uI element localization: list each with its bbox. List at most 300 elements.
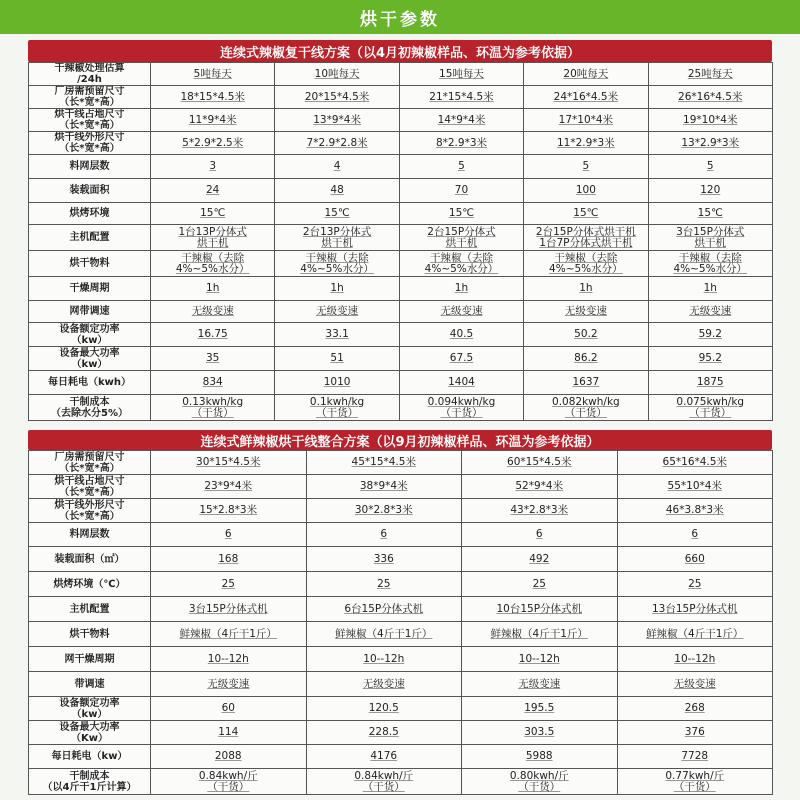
table-row <box>29 647 773 672</box>
table-cell <box>306 499 462 523</box>
table-cell <box>151 371 275 395</box>
table-cell <box>275 277 399 301</box>
row-label-line: 设备额定功率 <box>59 323 120 335</box>
cell-text: 660 <box>684 552 705 565</box>
table-row <box>29 451 773 475</box>
cell-text: 5 <box>458 160 465 172</box>
row-label-line: 烘烤环境 <box>69 208 110 219</box>
table-cell <box>648 347 772 371</box>
cell-text: 13*9*4米 <box>313 113 361 126</box>
table-cell <box>399 86 523 109</box>
cell-text: 无级变速 <box>673 677 716 690</box>
row-label-line: （去除水分5%） <box>51 407 128 419</box>
cell-text: 52*9*4米 <box>515 480 564 492</box>
row-label <box>29 155 151 179</box>
table-cell <box>648 132 772 155</box>
row-label <box>29 86 151 109</box>
row-label <box>29 769 151 795</box>
table-cell <box>151 86 275 109</box>
table-cell <box>462 721 618 745</box>
table-cell <box>151 475 307 499</box>
cell-text: 2台15P分体式烘干机 <box>535 225 636 238</box>
table-row <box>29 347 773 371</box>
table-cell <box>275 63 399 86</box>
cell-text: 1台7P分体式烘干机 <box>539 236 633 249</box>
table-cell <box>462 547 618 572</box>
table-cell <box>648 86 772 109</box>
cell-text: 2台15P分体式 <box>427 225 496 238</box>
row-label-line: 装载面积（㎡） <box>54 553 125 565</box>
table-cell <box>462 451 618 475</box>
table-cell <box>617 622 773 647</box>
cell-text: 干辣椒（去除 <box>429 251 493 264</box>
cell-text: 无级变速 <box>564 305 607 317</box>
table-cell <box>306 745 462 769</box>
row-label-line: 厂房需预留尺寸 <box>54 86 125 97</box>
cell-text: 鲜辣椒（4斤干1斤） <box>335 627 433 640</box>
row-label <box>29 179 151 203</box>
cell-text: 30*15*4.5米 <box>196 456 261 468</box>
table-row <box>29 697 773 721</box>
table-cell <box>151 745 307 769</box>
cell-text: 1875 <box>696 376 724 388</box>
cell-text: 6 <box>224 528 232 540</box>
table-cell <box>151 622 307 647</box>
cell-text: 0.84kwh/斤 <box>354 769 414 782</box>
cell-text: 10--12h <box>674 652 716 665</box>
table-cell <box>151 647 307 672</box>
table-cell <box>462 572 618 597</box>
table-cell <box>275 155 399 179</box>
table-cell <box>462 622 618 647</box>
table-cell <box>524 155 648 179</box>
row-label <box>29 523 151 547</box>
table-cell <box>648 371 772 395</box>
cell-text: 25吨每天 <box>687 67 733 80</box>
table-cell <box>151 769 307 795</box>
row-label <box>29 451 151 475</box>
cell-text: 100 <box>575 184 596 196</box>
cell-text: 25 <box>221 577 235 590</box>
cell-text: 0.082kwh/kg <box>552 395 620 408</box>
cell-text: （干货） <box>518 780 561 793</box>
table-row <box>29 745 773 769</box>
section1-title <box>28 40 772 62</box>
cell-text: 38*9*4米 <box>359 480 408 492</box>
row-label-line: 干辣椒处理估算 <box>54 63 125 74</box>
cell-text: 6 <box>380 528 388 540</box>
cell-text: 无级变速 <box>191 305 234 317</box>
table-cell <box>306 523 462 547</box>
cell-text: 33.1 <box>325 328 349 340</box>
table-cell <box>275 86 399 109</box>
cell-text: 1404 <box>448 376 475 388</box>
cell-text: 0.84kwh/斤 <box>198 769 258 782</box>
title-banner <box>0 0 800 34</box>
table-cell <box>151 132 275 155</box>
table-cell <box>151 347 275 371</box>
table-cell <box>399 277 523 301</box>
cell-text: 4%~5%水分） <box>424 262 499 275</box>
row-label-line: 每日耗电（kwh） <box>47 377 131 388</box>
cell-text: 无级变速 <box>362 677 405 690</box>
table-cell <box>617 721 773 745</box>
row-label <box>29 597 151 622</box>
table-cell <box>524 203 648 225</box>
table-row <box>29 499 773 523</box>
cell-text: 1h <box>454 282 469 294</box>
table-cell <box>275 251 399 277</box>
row-label <box>29 395 151 421</box>
cell-text: 干辣椒（去除 <box>181 251 245 264</box>
cell-text: 无级变速 <box>689 305 732 317</box>
cell-text: 40.5 <box>449 328 474 340</box>
table-row <box>29 109 773 132</box>
table-row <box>29 155 773 179</box>
table-cell <box>151 451 307 475</box>
table-cell <box>462 597 618 622</box>
table-cell <box>524 347 648 371</box>
cell-text: 4%~5%水分） <box>300 262 374 275</box>
table-cell <box>306 475 462 499</box>
table-cell <box>275 371 399 395</box>
table-cell <box>462 475 618 499</box>
table-cell <box>462 769 618 795</box>
cell-text: 228.5 <box>368 726 399 738</box>
table-cell <box>462 745 618 769</box>
cell-text: 15℃ <box>697 207 723 219</box>
cell-text: 11*9*4米 <box>188 113 237 126</box>
table-cell <box>399 179 523 203</box>
cell-text: 25 <box>532 577 546 590</box>
table-cell <box>648 395 772 421</box>
cell-text: 120 <box>700 184 721 196</box>
row-label <box>29 109 151 132</box>
table-cell <box>524 132 648 155</box>
table-cell <box>617 499 773 523</box>
table-cell <box>524 63 648 86</box>
row-label-line: 干燥周期 <box>69 283 110 294</box>
row-label-line: 设备最大功率 <box>59 721 120 733</box>
table-cell <box>306 769 462 795</box>
table-row <box>29 371 773 395</box>
cell-text: 70 <box>454 184 469 196</box>
cell-text: 2088 <box>214 750 242 762</box>
table-cell <box>617 697 773 721</box>
table-cell <box>648 301 772 323</box>
cell-text: 195.5 <box>524 702 555 714</box>
cell-text: 5 <box>582 160 590 172</box>
cell-text: （干货） <box>564 406 607 419</box>
table-row <box>29 277 773 301</box>
row-label-line: 主机配置 <box>69 232 110 243</box>
cell-text: 无级变速 <box>207 677 250 690</box>
table-cell <box>617 769 773 795</box>
cell-text: 10--12h <box>207 652 249 665</box>
cell-text: 20吨每天 <box>563 67 609 80</box>
table-cell <box>524 109 648 132</box>
table-cell <box>306 597 462 622</box>
cell-text: 8*2.9*3米 <box>435 136 487 149</box>
table-cell <box>151 721 307 745</box>
table-cell <box>399 109 523 132</box>
row-label <box>29 225 151 251</box>
table-cell <box>648 323 772 347</box>
row-label-line: （长*宽*高） <box>59 510 120 522</box>
table-row <box>29 395 773 421</box>
cell-text: 48 <box>330 184 344 196</box>
row-label-line: 厂房需预留尺寸 <box>54 451 125 463</box>
table-cell <box>399 301 523 323</box>
row-label <box>29 347 151 371</box>
table-cell <box>275 109 399 132</box>
cell-text: 鲜辣椒（4斤干1斤） <box>490 627 588 640</box>
table-cell <box>648 203 772 225</box>
table-row <box>29 769 773 795</box>
cell-text: 50.2 <box>574 328 598 340</box>
cell-text: 4%~5%水分） <box>549 262 623 275</box>
table-cell <box>399 132 523 155</box>
row-label-line: 烘干物料 <box>69 628 110 640</box>
row-label <box>29 647 151 672</box>
row-label-line: /24h <box>77 74 102 85</box>
cell-text: 10吨每天 <box>314 67 360 80</box>
section1-title-text: 连续式辣椒复干线方案（以4月初辣椒样品、环温为参考依据） <box>219 45 581 61</box>
cell-text: 无级变速 <box>316 305 359 317</box>
cell-text: 6 <box>535 528 543 540</box>
table-cell <box>648 251 772 277</box>
table-row <box>29 203 773 225</box>
row-label-line: 料网层数 <box>69 161 110 172</box>
cell-text: 无级变速 <box>518 677 561 690</box>
table-row <box>29 523 773 547</box>
table-cell <box>399 323 523 347</box>
cell-text: 1h <box>330 282 344 294</box>
table-cell <box>306 451 462 475</box>
row-label-line: （Kw） <box>71 732 108 744</box>
cell-text: 17*10*4米 <box>558 113 614 126</box>
cell-text: 336 <box>373 552 394 565</box>
row-label-line: 烘干线占地尺寸 <box>54 109 125 120</box>
cell-text: 10--12h <box>363 652 405 665</box>
row-label-line: （长*宽*高） <box>59 143 120 154</box>
row-label <box>29 697 151 721</box>
table-cell <box>151 597 307 622</box>
cell-text: 4176 <box>370 750 398 762</box>
row-label-line: （以4斤干1斤计算） <box>42 781 137 793</box>
table-cell <box>306 647 462 672</box>
cell-text: 烘干机 <box>321 236 353 249</box>
row-label-line: 烘干物料 <box>69 258 110 269</box>
cell-text: 鲜辣椒（4斤干1斤） <box>646 627 744 640</box>
cell-text: 120.5 <box>368 702 399 714</box>
row-label-line: 烘干线占地尺寸 <box>54 475 125 487</box>
table-cell <box>648 277 772 301</box>
cell-text: 0.77kwh/斤 <box>665 769 725 782</box>
table-cell <box>648 155 772 179</box>
table-cell <box>617 547 773 572</box>
cell-text: 15*2.8*3米 <box>199 504 258 516</box>
table-cell <box>617 647 773 672</box>
row-label <box>29 547 151 572</box>
cell-text: 45*15*4.5米 <box>351 456 416 468</box>
cell-text: 0.1kwh/kg <box>309 395 365 408</box>
cell-text: 0.094kwh/kg <box>427 395 496 408</box>
table-cell <box>524 225 648 251</box>
table-row <box>29 572 773 597</box>
table-cell <box>306 672 462 697</box>
table-row <box>29 323 773 347</box>
cell-text: 46*3.8*3米 <box>665 504 724 516</box>
row-label-line: 设备额定功率 <box>59 697 120 709</box>
row-label <box>29 251 151 277</box>
table-cell <box>151 251 275 277</box>
cell-text: 59.2 <box>698 328 722 340</box>
table-cell <box>462 499 618 523</box>
row-label-line: （kw） <box>71 334 108 346</box>
table-row <box>29 301 773 323</box>
cell-text: （干货） <box>440 406 483 419</box>
cell-text: （干货） <box>673 780 716 793</box>
cell-text: 4%~5%水分） <box>673 262 748 275</box>
row-label-line: （长*宽*高） <box>59 462 120 474</box>
table-row <box>29 132 773 155</box>
table-cell <box>151 277 275 301</box>
cell-text: 6台15P分体式机 <box>344 602 424 615</box>
cell-text: 无级变速 <box>440 305 483 317</box>
cell-text: 干辣椒（去除 <box>554 251 618 264</box>
table-row <box>29 721 773 745</box>
cell-text: 21*15*4.5米 <box>429 90 494 103</box>
table-cell <box>617 475 773 499</box>
row-label <box>29 745 151 769</box>
cell-text: 4%~5%水分） <box>175 262 250 275</box>
table-row <box>29 63 773 86</box>
table-cell <box>617 523 773 547</box>
cell-text: 67.5 <box>449 352 474 364</box>
row-label <box>29 721 151 745</box>
row-label-line: （kw） <box>71 708 108 720</box>
row-label <box>29 203 151 225</box>
cell-text: 1台13P分体式 <box>178 225 247 238</box>
row-label-line: （长*宽*高） <box>59 97 120 108</box>
page-title: 烘干参数 <box>360 9 440 30</box>
cell-text: 65*16*4.5米 <box>662 456 727 468</box>
cell-text: 5*2.9*2.5米 <box>182 136 244 149</box>
row-label-line: （长*宽*高） <box>59 120 120 131</box>
table-row <box>29 622 773 647</box>
cell-text: 干辣椒（去除 <box>678 251 742 264</box>
table-cell <box>617 572 773 597</box>
row-label <box>29 277 151 301</box>
row-label-line: 网带调速 <box>69 306 110 317</box>
table-cell <box>275 347 399 371</box>
row-label <box>29 63 151 86</box>
section1-table <box>28 62 773 421</box>
cell-text: 20*15*4.5米 <box>304 90 370 103</box>
table-cell <box>399 347 523 371</box>
cell-text: 18*15*4.5米 <box>180 90 245 103</box>
cell-text: 11*2.9*3米 <box>556 136 615 149</box>
table-cell <box>399 225 523 251</box>
table-cell <box>275 225 399 251</box>
table-cell <box>648 63 772 86</box>
table-cell <box>151 225 275 251</box>
cell-text: （干货） <box>316 406 359 419</box>
row-label-line: 干制成本 <box>69 770 110 782</box>
section2-title <box>28 430 772 450</box>
table-cell <box>617 672 773 697</box>
table-cell <box>151 179 275 203</box>
table-cell <box>524 179 648 203</box>
table-row <box>29 672 773 697</box>
table-row <box>29 86 773 109</box>
table-cell <box>524 251 648 277</box>
row-label <box>29 475 151 499</box>
table-cell <box>275 132 399 155</box>
cell-text: 60*15*4.5米 <box>507 456 572 468</box>
cell-text: （干货） <box>362 780 405 793</box>
cell-text: （干货） <box>689 406 732 419</box>
table-cell <box>399 63 523 86</box>
table-cell <box>151 63 275 86</box>
table-cell <box>151 499 307 523</box>
table-cell <box>648 109 772 132</box>
cell-text: 1010 <box>323 376 351 388</box>
table-cell <box>275 203 399 225</box>
row-label-line: （长*宽*高） <box>59 486 120 498</box>
row-label <box>29 323 151 347</box>
table-cell <box>275 301 399 323</box>
cell-text: （干货） <box>191 406 234 419</box>
table-cell <box>462 697 618 721</box>
table-cell <box>399 395 523 421</box>
cell-text: 26*16*4.5米 <box>678 90 743 103</box>
row-label-line: 主机配置 <box>69 603 110 615</box>
cell-text: 3 <box>209 160 217 172</box>
cell-text: 0.075kwh/kg <box>676 395 745 408</box>
table-cell <box>151 109 275 132</box>
section2-table <box>28 450 773 795</box>
cell-text: 25 <box>688 577 702 590</box>
table-cell <box>524 277 648 301</box>
table-row <box>29 475 773 499</box>
cell-text: 6 <box>691 528 699 540</box>
cell-text: 0.13kwh/kg <box>182 395 244 408</box>
cell-text: 10台15P分体式机 <box>496 602 583 615</box>
table-row <box>29 251 773 277</box>
cell-text: 834 <box>202 376 223 388</box>
row-label <box>29 572 151 597</box>
cell-text: 51 <box>330 352 344 364</box>
table-cell <box>399 203 523 225</box>
cell-text: 0.80kwh/斤 <box>509 769 569 782</box>
table-cell <box>524 395 648 421</box>
cell-text: 15℃ <box>573 207 599 219</box>
table-cell <box>524 323 648 347</box>
cell-text: 1h <box>703 282 717 294</box>
section2-title-text: 连续式鲜辣椒烘干线整合方案（以9月初辣椒样品、环温为参考依据） <box>200 434 600 450</box>
row-label-line: 设备最大功率 <box>59 347 120 359</box>
cell-text: 24 <box>206 184 220 196</box>
cell-text: 13*2.9*3米 <box>681 136 740 149</box>
table-cell <box>151 323 275 347</box>
cell-text: 5 <box>706 160 714 172</box>
table-cell <box>306 721 462 745</box>
cell-text: 烘干机 <box>445 236 478 249</box>
table-cell <box>399 251 523 277</box>
row-label-line: 带调速 <box>74 678 105 690</box>
